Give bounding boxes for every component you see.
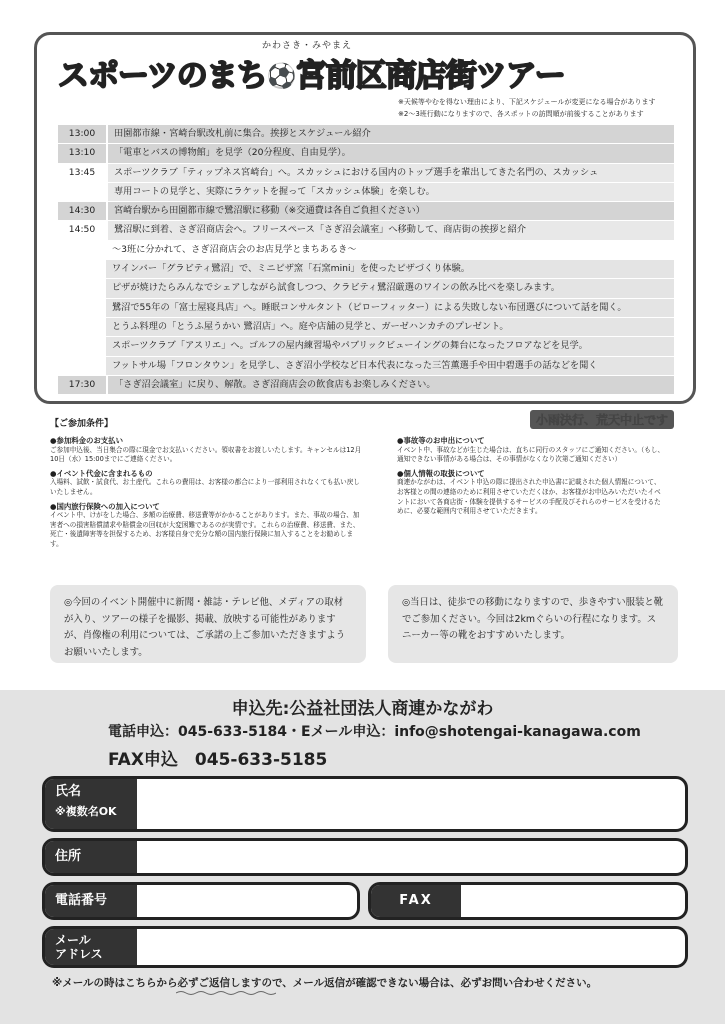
schedule-time: 13:00 — [58, 125, 106, 143]
title-post: 宮前区商店街ツアー — [295, 58, 565, 94]
schedule-text: 「電車とバスの博物館」を見学（20分程度、自由見学）。 — [108, 144, 674, 162]
email-reply-note: ※メールの時はこちらから必ずご返信しますので、メール返信が確認できない場合は、必ずお問い合わせください。 — [52, 977, 598, 989]
cond-body-privacy: 商連かながわは、イベント申込の際に提出された申込書に記載された個人情報について、お客様との間の連絡のために利用させていただくほか、お客様がお申込みいただいたイベントにおいて各商店街・体験を提供するサービスの手配及びそれらのサービスを受けるために、必要な範囲内で利用させていただきます。 — [397, 478, 661, 516]
soccer-ball-icon: ⚽ — [266, 62, 296, 90]
schedule-row — [58, 183, 674, 201]
schedule-text: スポーツクラブ「アスリエ」へ。ゴルフの屋内練習場やパブリックビューイングの舞台になったフロアなどを見学。 — [106, 337, 674, 355]
note-1: ※天候等やむを得ない理由により、下記スケジュールが変更になる場合があります — [398, 98, 656, 106]
schedule-row — [58, 164, 674, 182]
schedule-text: とうふ料理の「とうふ屋うかい 鷺沼店」へ。庭や店舗の見学と、ガーゼハンカチのプレゼント。 — [106, 318, 674, 336]
schedule-table — [58, 125, 674, 395]
cond-head-included: ●イベント代金に含まれるもの — [50, 468, 153, 478]
name-label: 氏名 — [55, 784, 82, 799]
title-ruby: かわさき・みやまえ — [262, 41, 353, 51]
schedule-row — [58, 202, 674, 220]
conditions-title: 【ご参加条件】 — [50, 419, 114, 429]
schedule-row — [58, 318, 674, 336]
cond-body-accident: イベント中、事故などが生じた場合は、直ちに同行のスタッフにご通知ください。（もし、通知できない事情がある場合は、その事情がなくなり次第ご通知ください） — [397, 445, 665, 464]
apply-fax: FAX申込 045-633-5185 — [108, 750, 328, 770]
schedule-time: 17:30 — [58, 376, 106, 394]
conditions-right — [397, 432, 667, 517]
schedule-text: 鷺沼で55年の「富士屋寝具店」へ。睡眠コンサルタント（ピローフィッター）による失敗しない布団選びについて話を聞く。 — [106, 299, 674, 317]
schedule-row — [58, 357, 674, 375]
name-input[interactable] — [137, 779, 685, 829]
email-label-block — [45, 929, 137, 965]
schedule-text: ～3班に分かれて、さぎ沼商店会のお店見学とまちあるき～ — [106, 241, 674, 259]
schedule-time — [58, 183, 106, 201]
conditions-left — [50, 432, 362, 550]
cond-head-privacy: ●個人情報の取扱について — [397, 468, 485, 478]
email-label-2: アドレス — [55, 947, 103, 961]
schedule-text: ワインバー「グラビティ鷺沼」で、ミニピザ窯「石窯mini」を使ったピザづくり体験。 — [106, 260, 674, 278]
email-field[interactable] — [42, 926, 688, 968]
address-label: 住所 — [45, 841, 137, 873]
schedule-row — [58, 125, 674, 143]
phone-input[interactable] — [137, 885, 357, 917]
cond-head-payment: ●参加料金のお支払い — [50, 436, 123, 445]
note-2: ※2～3班行動になりますので、各スポットの訪問順が前後することがあります — [398, 110, 644, 118]
title-pre: スポーツのまち — [58, 58, 267, 94]
cond-body-payment: ご参加申込後、当日集合の際に現金でお支払いください。領収書をお渡しいたします。キャンセルは12月10日（水）15:00までにご連絡ください。 — [50, 445, 362, 464]
cond-body-included: 入場料、試飲・試食代、お土産代。これらの費用は、お客様の都合により一部利用されなくても払い戻しいたしません。 — [50, 478, 360, 496]
schedule-text: フットサル場「フロンタウン」を見学し、さぎ沼小学校など日本代表になった三笘薫選手や田中碧選手の話などを聞く — [106, 357, 674, 375]
phone-field[interactable] — [42, 882, 360, 920]
address-input[interactable] — [137, 841, 685, 873]
schedule-time: 13:45 — [58, 164, 106, 182]
schedule-time: 13:10 — [58, 144, 106, 162]
cond-head-insurance: ●国内旅行保険への加入について — [50, 501, 160, 511]
schedule-text: 田園都市線・宮崎台駅改札前に集合。挨拶とスケジュール紹介 — [108, 125, 674, 143]
schedule-row — [58, 144, 674, 162]
name-field[interactable] — [42, 776, 688, 832]
email-input[interactable] — [137, 929, 685, 965]
squiggle-underline — [176, 990, 276, 996]
schedule-row — [58, 260, 674, 278]
schedule-row — [58, 241, 674, 259]
schedule-text: 専用コートの見学と、実際にラケットを握って「スカッシュ体験」を楽しむ。 — [108, 183, 674, 201]
schedule-time: 14:30 — [58, 202, 106, 220]
schedule-row — [58, 221, 674, 239]
fax-input[interactable] — [461, 885, 685, 917]
cond-body-insurance: イベント中、けがをした場合、多額の治療費、移送費等がかかることがあります。また、事故の場合、加害者への損害賠償請求や賠償金の回収が大変困難であるのが実情です。これらの治療費、移送費、また、死亡・後遺障害等を担保するため、お客様自身で充分な額の国内旅行保険に加入することをお勧めします。 — [50, 511, 360, 548]
email-label-1: メール — [55, 933, 91, 947]
schedule-row — [58, 279, 674, 297]
cond-head-accident: ●事故等のお申出について — [397, 436, 485, 445]
apply-destination: 申込先:公益社団法人商連かながわ — [231, 699, 494, 719]
schedule-row — [58, 337, 674, 355]
walking-notice-box: ◎当日は、徒歩での移動になりますので、歩きやすい服装と靴でご参加ください。今回は2kmぐらいの行程になります。スニーカー等の靴をおすすめいたします。 — [388, 585, 678, 663]
fax-label: FAX — [371, 885, 461, 917]
schedule-row — [58, 376, 674, 394]
page-title — [58, 50, 565, 95]
schedule-row — [58, 299, 674, 317]
schedule-notes — [398, 96, 688, 120]
rain-note-badge: 小雨決行、荒天中止です — [530, 410, 674, 429]
name-sublabel: ※複数名OK — [55, 805, 117, 818]
phone-label: 電話番号 — [45, 885, 137, 917]
schedule-text: 宮崎台駅から田園都市線で鷺沼駅に移動（※交通費は各自ご負担ください） — [108, 202, 674, 220]
name-label-block — [45, 779, 137, 829]
schedule-text: ピザが焼けたらみんなでシェアしながら試食しつつ、クラビティ鷺沼厳選のワインの飲み比べを楽しみます。 — [106, 279, 674, 297]
schedule-text: 鷺沼駅に到着、さぎ沼商店会へ。フリースペース「さぎ沼会議室」へ移動して、商店街の挨拶と紹介 — [108, 221, 674, 239]
media-notice-box: ◎今回のイベント開催中に新聞・雑誌・テレビ他、メディアの取材が入り、ツアーの様子を撮影、掲載、放映する可能性がありますが、肖像権の利用については、ご承諾の上ご参加いただきますようお願いいたします。 — [50, 585, 366, 663]
schedule-time: 14:50 — [58, 221, 106, 239]
schedule-text: スポーツクラブ「ティップネス宮崎台」へ。スカッシュにおける国内のトップ選手を輩出してきた名門の、スカッシュ — [108, 164, 674, 182]
fax-field[interactable] — [368, 882, 688, 920]
address-field[interactable] — [42, 838, 688, 876]
apply-contact: 電話申込：045-633-5184・Eメール申込：info@shotengai-kanagawa.com — [108, 724, 641, 740]
schedule-text: 「さぎ沼会議室」に戻り、解散。さぎ沼商店会の飲食店もお楽しみください。 — [108, 376, 674, 394]
